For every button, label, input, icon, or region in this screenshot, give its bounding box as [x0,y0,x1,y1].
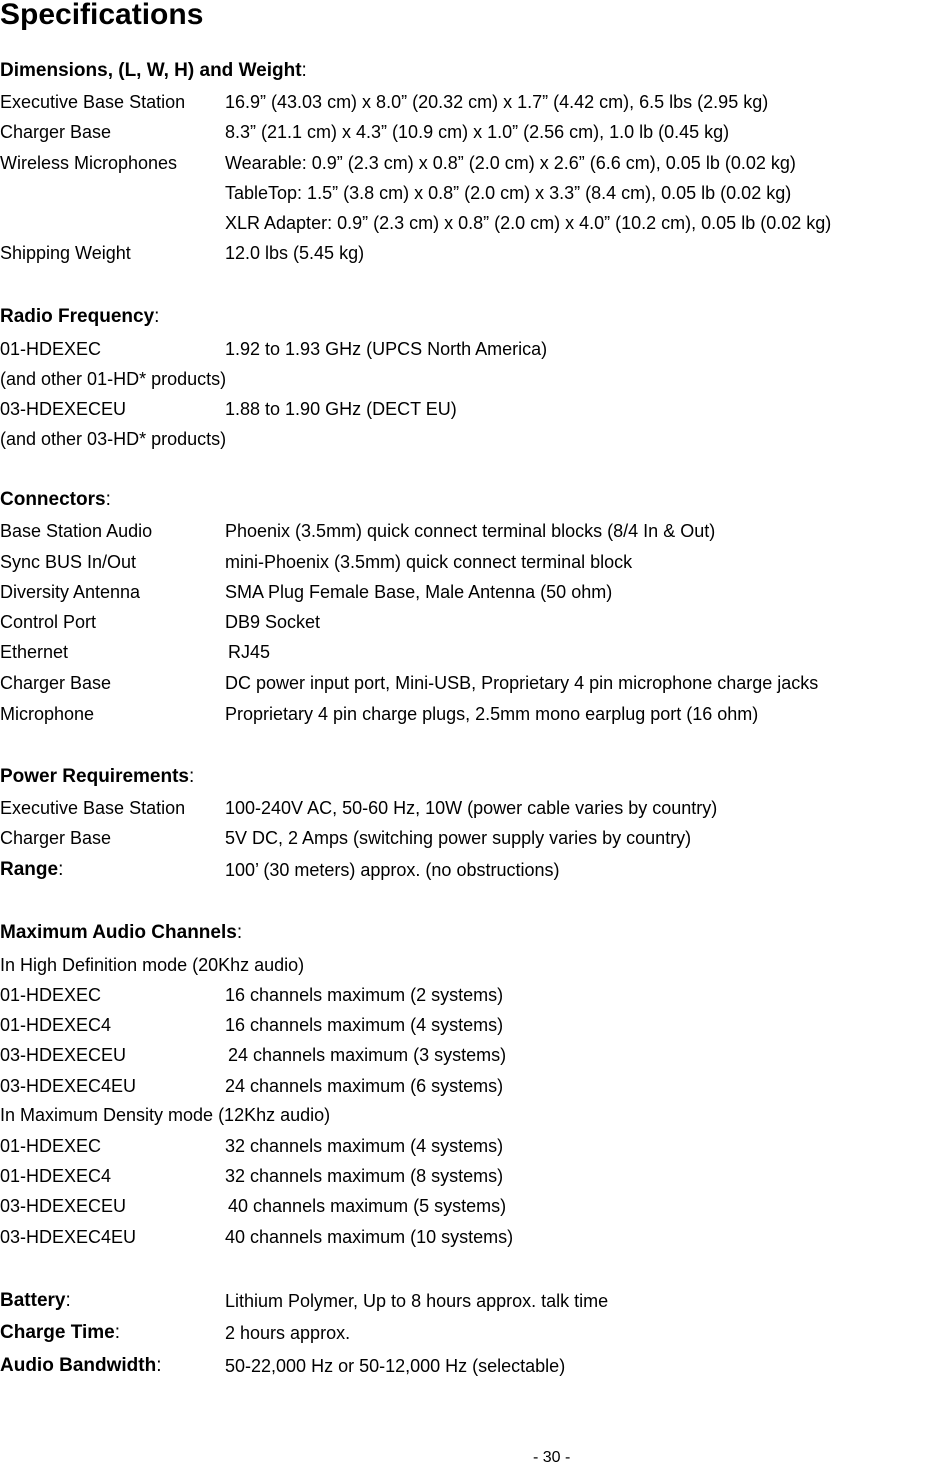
spec-label: In High Definition mode (20Khz audio) [0,955,305,975]
battery-heading [0,1286,71,1316]
spec-value: 5V DC, 2 Amps (switching power supply varies by country) [225,828,692,848]
section-colon: : [156,1355,162,1376]
spec-label: Base Station Audio [0,521,153,541]
spec-label: Charger Base [0,673,112,693]
spec-label: 03-HDEXECEU [0,399,127,419]
page-number: - 30 - [533,1449,571,1466]
section-colon: : [236,922,243,943]
spec-label: Microphone [0,704,95,724]
section-title: Audio Bandwidth [0,1355,157,1376]
section-title: Power Requirements [0,766,189,787]
spec-value: 1.92 to 1.93 GHz (UPCS North America) [225,339,548,359]
spec-label: 03-HDEXECEU [0,1196,127,1216]
spec-label: Control Port [0,612,97,632]
spec-label: Diversity Antenna [0,582,141,602]
spec-value: XLR Adapter: 0.9” (2.3 cm) x 0.8” (2.0 cm) x 4.0” (10.2 cm), 0.05 lb (0.02 kg) [225,213,832,233]
spec-label: Wireless Microphones [0,153,178,173]
spec-label: 03-HDEXECEU [0,1045,127,1065]
spec-value: RJ45 [228,642,271,662]
spec-value: 16 channels maximum (2 systems) [225,985,504,1005]
page-title: Specifications [0,0,204,31]
spec-value: 8.3” (21.1 cm) x 4.3” (10.9 cm) x 1.0” (2.56 cm), 1.0 lb (0.45 kg) [225,122,730,142]
spec-value: Lithium Polymer, Up to 8 hours approx. talk time [225,1291,609,1311]
section-title: Range [0,859,59,880]
spec-value: 100’ (30 meters) approx. (no obstructions) [225,860,560,880]
spec-value: 16.9” (43.03 cm) x 8.0” (20.32 cm) x 1.7” (4.42 cm), 6.5 lbs (2.95 kg) [225,92,769,112]
section-title: Radio Frequency [0,306,155,327]
spec-label: 01-HDEXEC4 [0,1166,112,1186]
spec-label: In Maximum Density mode (12Khz audio) [0,1105,331,1125]
range-heading [0,855,63,885]
spec-label: Shipping Weight [0,243,131,263]
section-colon: : [301,60,307,81]
spec-value: 2 hours approx. [225,1323,351,1343]
section-heading-dimensions [0,56,307,86]
audio-bandwidth-heading [0,1351,161,1381]
spec-value: 24 channels maximum (6 systems) [225,1076,504,1096]
section-title: Maximum Audio Channels [0,922,237,943]
spec-label: 01-HDEXEC [0,1136,102,1156]
spec-label: Ethernet [0,642,69,662]
spec-value: Wearable: 0.9” (2.3 cm) x 0.8” (2.0 cm) x 2.6” (6.6 cm), 0.05 lb (0.02 kg) [225,153,796,173]
section-colon: : [58,859,64,880]
spec-value: 40 channels maximum (5 systems) [228,1196,507,1216]
spec-value: 1.88 to 1.90 GHz (DECT EU) [225,399,457,419]
section-colon: : [114,1322,121,1343]
spec-value: 40 channels maximum (10 systems) [225,1227,514,1247]
spec-value: 32 channels maximum (8 systems) [225,1166,504,1186]
spec-value: DC power input port, Mini-USB, Proprietary 4 pin microphone charge jacks [225,673,819,693]
section-colon: : [154,306,160,327]
spec-label: 01-HDEXEC4 [0,1015,112,1035]
spec-label: Charger Base [0,828,112,848]
section-colon: : [105,489,111,510]
section-heading-power [0,762,194,792]
spec-value: 24 channels maximum (3 systems) [228,1045,507,1065]
spec-label: Sync BUS In/Out [0,552,137,572]
spec-label: (and other 03-HD* products) [0,429,227,449]
section-title: Battery [0,1290,66,1311]
spec-value: 12.0 lbs (5.45 kg) [225,243,365,263]
section-title: Dimensions, (L, W, H) and Weight [0,60,302,81]
section-colon: : [189,766,195,787]
section-title: Connectors [0,489,106,510]
spec-value: SMA Plug Female Base, Male Antenna (50 ohm) [225,582,613,602]
spec-value: DB9 Socket [225,612,321,632]
section-heading-radio-frequency [0,302,159,332]
spec-value: Phoenix (3.5mm) quick connect terminal blocks (8/4 In & Out) [225,521,716,541]
section-heading-connectors [0,485,111,515]
spec-value: 16 channels maximum (4 systems) [225,1015,504,1035]
section-colon: : [65,1290,71,1311]
section-heading-channels [0,918,242,948]
spec-value: 32 channels maximum (4 systems) [225,1136,504,1156]
spec-value: 100-240V AC, 50-60 Hz, 10W (power cable varies by country) [225,798,718,818]
section-title: Charge Time [0,1322,115,1343]
spec-value: TableTop: 1.5” (3.8 cm) x 0.8” (2.0 cm) x 3.3” (8.4 cm), 0.05 lb (0.02 kg) [225,183,792,203]
spec-label: 01-HDEXEC [0,985,102,1005]
spec-label: 01-HDEXEC [0,339,102,359]
spec-label: 03-HDEXEC4EU [0,1076,137,1096]
charge-time-heading [0,1318,120,1348]
spec-label: (and other 01-HD* products) [0,369,227,389]
spec-label: 03-HDEXEC4EU [0,1227,137,1247]
spec-label: Executive Base Station [0,92,186,112]
spec-value: 50-22,000 Hz or 50-12,000 Hz (selectable) [225,1356,566,1376]
spec-value: Proprietary 4 pin charge plugs, 2.5mm mono earplug port (16 ohm) [225,704,759,724]
spec-label: Executive Base Station [0,798,186,818]
spec-value: mini-Phoenix (3.5mm) quick connect terminal block [225,552,633,572]
spec-label: Charger Base [0,122,112,142]
